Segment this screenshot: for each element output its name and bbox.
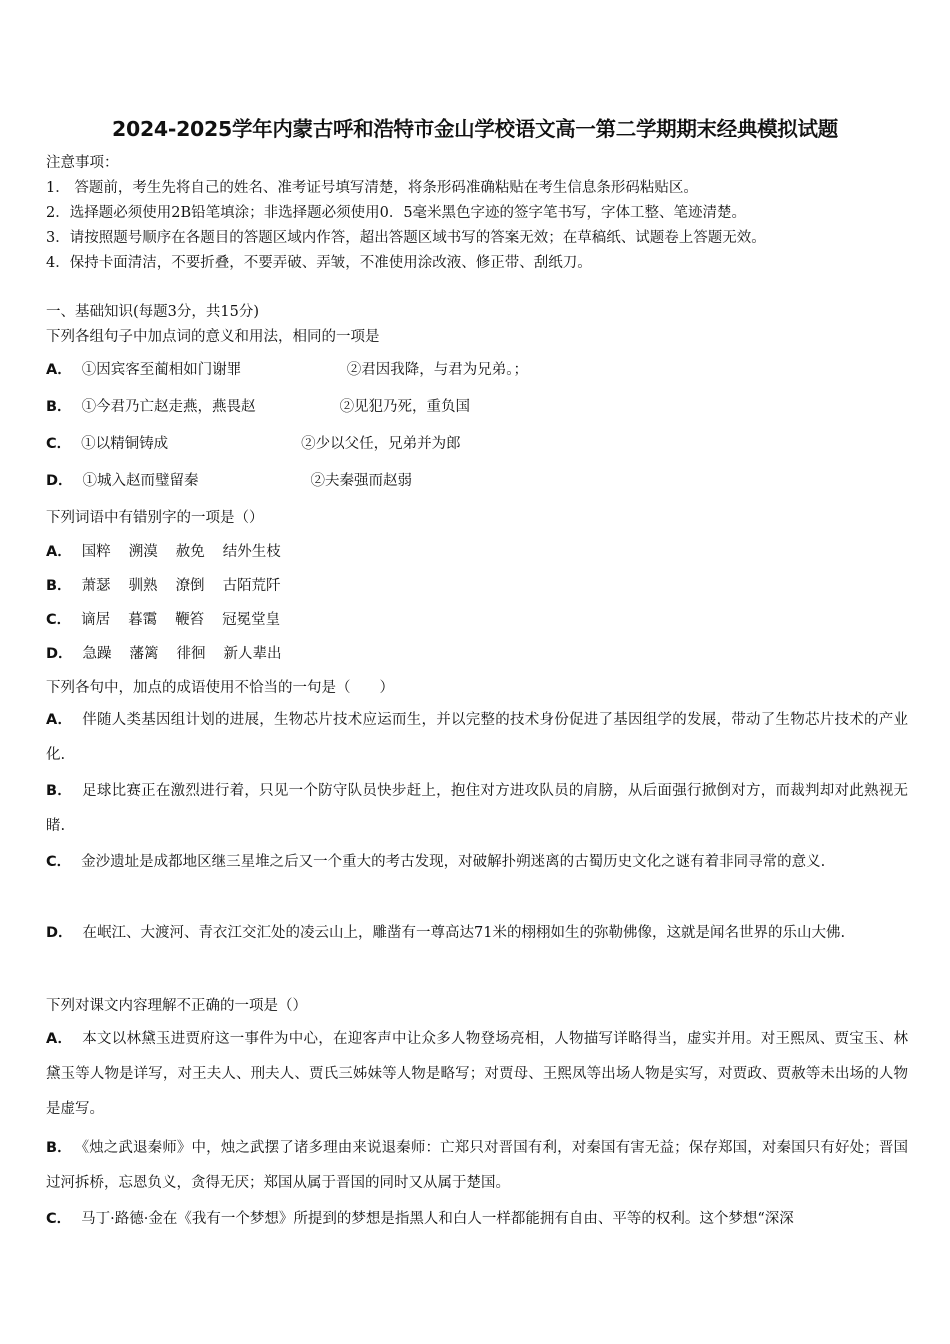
option-label: A． bbox=[46, 544, 72, 560]
notice-item: 3．请按照题号顺序在各题目的答题区域内作答，超出答题区域书写的答案无效；在草稿纸、试题卷上答题无效。 bbox=[46, 230, 766, 246]
word: 潦倒 bbox=[175, 578, 205, 594]
option-label: D． bbox=[46, 646, 73, 662]
option-paragraph bbox=[46, 703, 908, 773]
option-label: B． bbox=[46, 783, 73, 799]
word: 国粹 bbox=[81, 544, 111, 560]
word: 徘徊 bbox=[176, 646, 206, 662]
option-text: 伴随人类基因组计划的进展，生物芯片技术应运而生，并以完整的技术身份促进了基因组学的发展，带动了生物芯片技术的产业化. bbox=[46, 712, 908, 763]
option-paragraph bbox=[46, 1131, 908, 1201]
notice-item: 4．保持卡面清洁，不要折叠，不要弄破、弄皱，不准使用涂改液、修正带、刮纸刀。 bbox=[46, 255, 592, 271]
option-part-a: ①今君乃亡赵走燕，燕畏赵 bbox=[81, 399, 256, 415]
option-paragraph bbox=[46, 1202, 908, 1237]
option-row bbox=[46, 542, 299, 562]
notice-heading: 注意事项： bbox=[46, 155, 119, 171]
notice-item: 2．选择题必须使用2B铅笔填涂；非选择题必须使用0．5毫米黑色字迹的签字笔书写，字体工整、笔迹清楚。 bbox=[46, 205, 747, 221]
option-part-a: ①城入赵而璧留秦 bbox=[82, 473, 199, 489]
option-paragraph bbox=[46, 916, 908, 951]
option-label: C． bbox=[46, 436, 72, 452]
question-stem: 下列各组句子中加点词的意义和用法，相同的一项是 bbox=[46, 329, 380, 345]
section-heading: 一、基础知识(每题3分，共15分) bbox=[46, 304, 259, 320]
option-label: C． bbox=[46, 854, 72, 870]
option-row bbox=[46, 610, 298, 630]
option-paragraph bbox=[46, 774, 908, 844]
option-row bbox=[46, 471, 412, 491]
option-text: 马丁·路德·金在《我有一个梦想》所提到的梦想是指黑人和白人一样都能拥有自由、平等的权利。这个梦想“深深 bbox=[81, 1211, 794, 1227]
question-stem: 下列词语中有错别字的一项是（） bbox=[46, 510, 264, 526]
word: 新人辈出 bbox=[223, 646, 282, 662]
option-part-b: ②见犯乃死，重负国 bbox=[339, 399, 471, 415]
option-part-a: ①因宾客至蔺相如门谢罪 bbox=[81, 362, 242, 378]
option-row bbox=[46, 576, 299, 596]
option-label: B． bbox=[46, 1140, 72, 1156]
word: 暮霭 bbox=[128, 612, 158, 628]
option-text: 金沙遗址是成都地区继三星堆之后又一个重大的考古发现，对破解扑朔迷离的古蜀历史文化之谜有着非同寻常的意义. bbox=[81, 854, 826, 870]
question-stem: 下列对课文内容理解不正确的一项是（） bbox=[46, 998, 307, 1014]
question-stem: 下列各句中，加点的成语使用不恰当的一句是（ ） bbox=[46, 680, 394, 696]
word: 藩篱 bbox=[129, 646, 159, 662]
option-row bbox=[46, 397, 470, 417]
option-row bbox=[46, 360, 528, 380]
word: 赦免 bbox=[175, 544, 205, 560]
word: 鞭笞 bbox=[175, 612, 205, 628]
option-text: 《烛之武退秦师》中，烛之武摆了诸多理由来说退秦师：亡郑只对晋国有利，对秦国有害无益；保存郑国，对秦国只有好处；晋国过河拆桥，忘恩负义，贪得无厌；郑国从属于晋国的同时又从属于楚国。 bbox=[46, 1140, 908, 1191]
option-label: C． bbox=[46, 1211, 72, 1227]
option-row bbox=[46, 434, 461, 454]
word: 萧瑟 bbox=[81, 578, 111, 594]
word: 溯漠 bbox=[128, 544, 158, 560]
word: 冠冕堂皇 bbox=[222, 612, 281, 628]
notice-item: 1． 答题前，考生先将自己的姓名、准考证号填写清楚，将条形码准确粘贴在考生信息条形码粘贴区。 bbox=[46, 180, 698, 196]
word: 急躁 bbox=[82, 646, 112, 662]
word: 谪居 bbox=[81, 612, 111, 628]
option-label: D． bbox=[46, 925, 73, 941]
option-part-a: ①以精铜铸成 bbox=[81, 436, 169, 452]
option-label: C． bbox=[46, 612, 72, 628]
option-label: B． bbox=[46, 578, 72, 594]
option-text: 本文以林黛玉进贾府这一事件为中心，在迎客声中让众多人物登场亮相，人物描写详略得当，虚实并用。对王熙凤、贾宝玉、林黛玉等人物是详写，对王夫人、刑夫人、贾氏三姊妹等人物是略写；对贾母、王熙凤等出场人物是实写，对贾政、贾赦等未出场的人物是虚写。 bbox=[46, 1031, 908, 1117]
page-title: 2024-2025学年内蒙古呼和浩特市金山学校语文高一第二学期期末经典模拟试题 bbox=[112, 117, 838, 141]
option-paragraph bbox=[46, 845, 908, 880]
option-row bbox=[46, 644, 300, 664]
option-label: A． bbox=[46, 1031, 73, 1047]
option-label: D． bbox=[46, 473, 73, 489]
word: 结外生枝 bbox=[222, 544, 281, 560]
option-label: B． bbox=[46, 399, 72, 415]
option-label: A． bbox=[46, 362, 72, 378]
option-part-b: ②少以父任，兄弟并为郎 bbox=[301, 436, 461, 452]
option-part-b: ②君因我降，与君为兄弟。； bbox=[346, 362, 528, 378]
option-label: A． bbox=[46, 712, 73, 728]
word: 古陌荒阡 bbox=[222, 578, 281, 594]
option-part-b: ②夫秦强而赵弱 bbox=[310, 473, 413, 489]
option-paragraph bbox=[46, 1022, 908, 1127]
word: 驯熟 bbox=[128, 578, 158, 594]
option-text: 足球比赛正在激烈进行着，只见一个防守队员快步赶上，抱住对方进攻队员的肩膀，从后面强行掀倒对方，而裁判却对此熟视无睹. bbox=[46, 783, 908, 834]
option-text: 在岷江、大渡河、青衣江交汇处的凌云山上，雕凿有一尊高达71米的栩栩如生的弥勒佛像，这就是闻名世界的乐山大佛. bbox=[82, 925, 846, 941]
